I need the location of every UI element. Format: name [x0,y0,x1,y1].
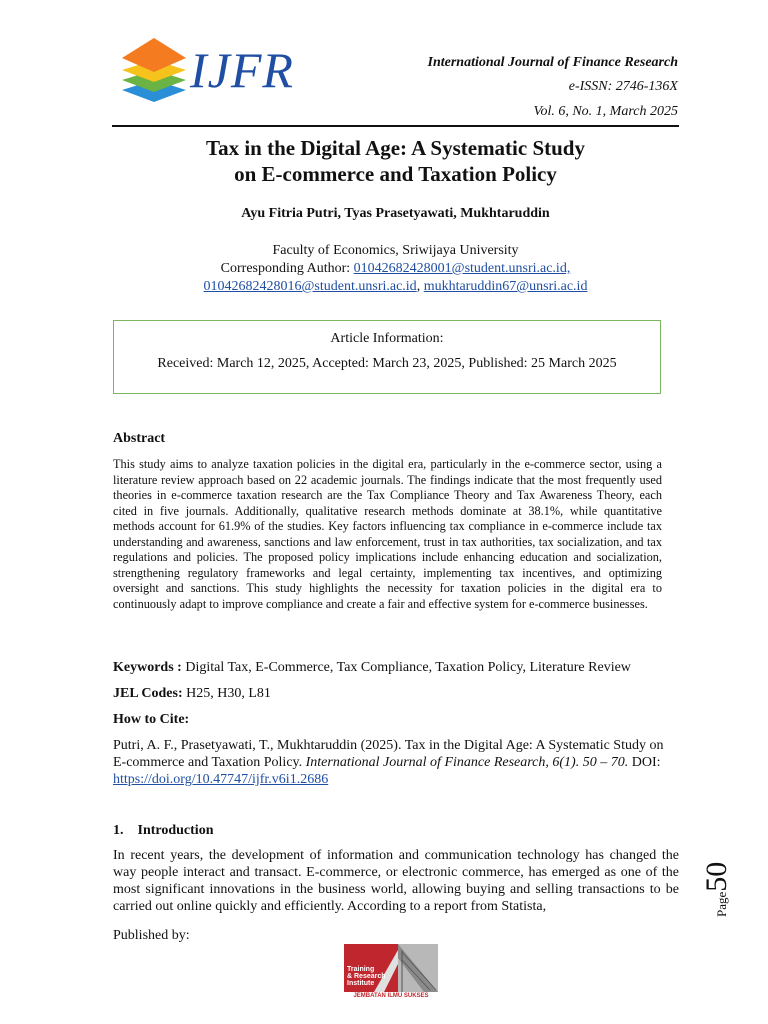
doi-link[interactable]: https://doi.org/10.47747/ijfr.v6i1.2686 [113,772,329,787]
citation-authors: Putri, A. F., Prasetyawati, T., Mukhtaruddin (2025). Tax in the Digital Age: A Systematic Study on E-commerce and Taxation Policy. [113,738,664,770]
jel-value: H25, H30, L81 [186,686,271,701]
keywords-value: Digital Tax, E-Commerce, Tax Compliance, Taxation Policy, Literature Review [185,660,631,675]
journal-logo [118,34,318,106]
jel-codes [113,686,271,702]
page-number-value: 50 [700,861,733,892]
email-link-1[interactable]: 01042682428001@student.unsri.ac.id, [353,261,571,276]
page-number [700,845,744,917]
doi-label: DOI: [628,755,661,770]
keywords-label: Keywords : [113,660,186,675]
article-info-box [113,320,661,394]
publisher-name-2: & Research [347,973,386,980]
publisher-tagline: JEMBATAN ILMU SUKSES [353,993,429,999]
journal-volume: Vol. 6, No. 1, March 2025 [533,104,678,119]
citation-journal: International Journal of Finance Research, 6(1). 50 – 70. [305,755,629,770]
publisher-logo [344,944,438,1000]
jel-label: JEL Codes: [113,686,187,701]
corresponding-label: Corresponding Author: [220,261,354,276]
citation-text [113,737,679,788]
published-by-label: Published by: [113,928,190,943]
abstract-text: This study aims to analyze taxation policies in the digital era, particularly in the e-commerce sector, using a literature review approach based on 22 academic journals. The findings indicate that the most frequently used theories in e-commerce taxation research are the Tax Compliance Theory and Tax Awareness Theory, each cited in five journals. Additionally, qualitative research methods dominate at 38.1%, while quantitative methods account for 61.9% of the studies. Key factors influencing tax compliance in e-commerce include tax understanding and awareness, sanctions and law enforcement, trust in tax authorities, tax socialization, and tax regulations and policies. The proposed policy implications include enhancing education and socialization, strengthening regulatory frameworks and legal certainty, implementing tax incentives, and optimizing oversight and sanctions. This study highlights the necessity for taxation policies in the digital era to continuously adapt to improve compliance and create a fair and effective system for e-commerce businesses. [113,457,662,611]
journal-name: International Journal of Finance Research [427,55,678,70]
journal-issn: e-ISSN: 2746-136X [568,79,678,94]
email-link-3[interactable]: mukhtaruddin67@unsri.ac.id [423,279,588,294]
introduction-heading: 1. Introduction [113,823,214,838]
author-emails: 01042682428016@student.unsri.ac.id, mukhtaruddin67@unsri.ac.id [203,279,588,294]
paper-title-line-2: on E-commerce and Taxation Policy [234,162,557,186]
header-divider [112,125,679,127]
article-info-heading: Article Information: [330,331,444,346]
article-dates: Received: March 12, 2025, Accepted: March 23, 2025, Published: 25 March 2025 [157,356,617,371]
author-list: Ayu Fitria Putri, Tyas Prasetyawati, Mukhtaruddin [241,206,550,221]
abstract-heading: Abstract [113,431,166,446]
how-to-cite-heading: How to Cite: [113,712,190,727]
page-label: Page [714,891,729,917]
publisher-name-1: Training [347,966,375,973]
affiliation: Faculty of Economics, Sriwijaya University [272,243,519,258]
keywords [113,660,631,676]
corresponding-author [112,260,679,277]
paper-title-line-1: Tax in the Digital Age: A Systematic Study [205,136,585,160]
email-link-2[interactable]: 01042682428016@student.unsri.ac.id [203,279,417,294]
introduction-text: In recent years, the development of information and communication technology has changed the way people interact and transact. E-commerce, or electronic commerce, has emerged as one of the most significant innovations in the business world, allowing buying and selling transactions to be carried out online quickly and efficiently. According to a report from Statista, [113,848,679,914]
publisher-name-3: Institute [347,980,375,987]
layered-stack-icon [118,34,190,106]
logo-text: IJFR [190,42,294,98]
